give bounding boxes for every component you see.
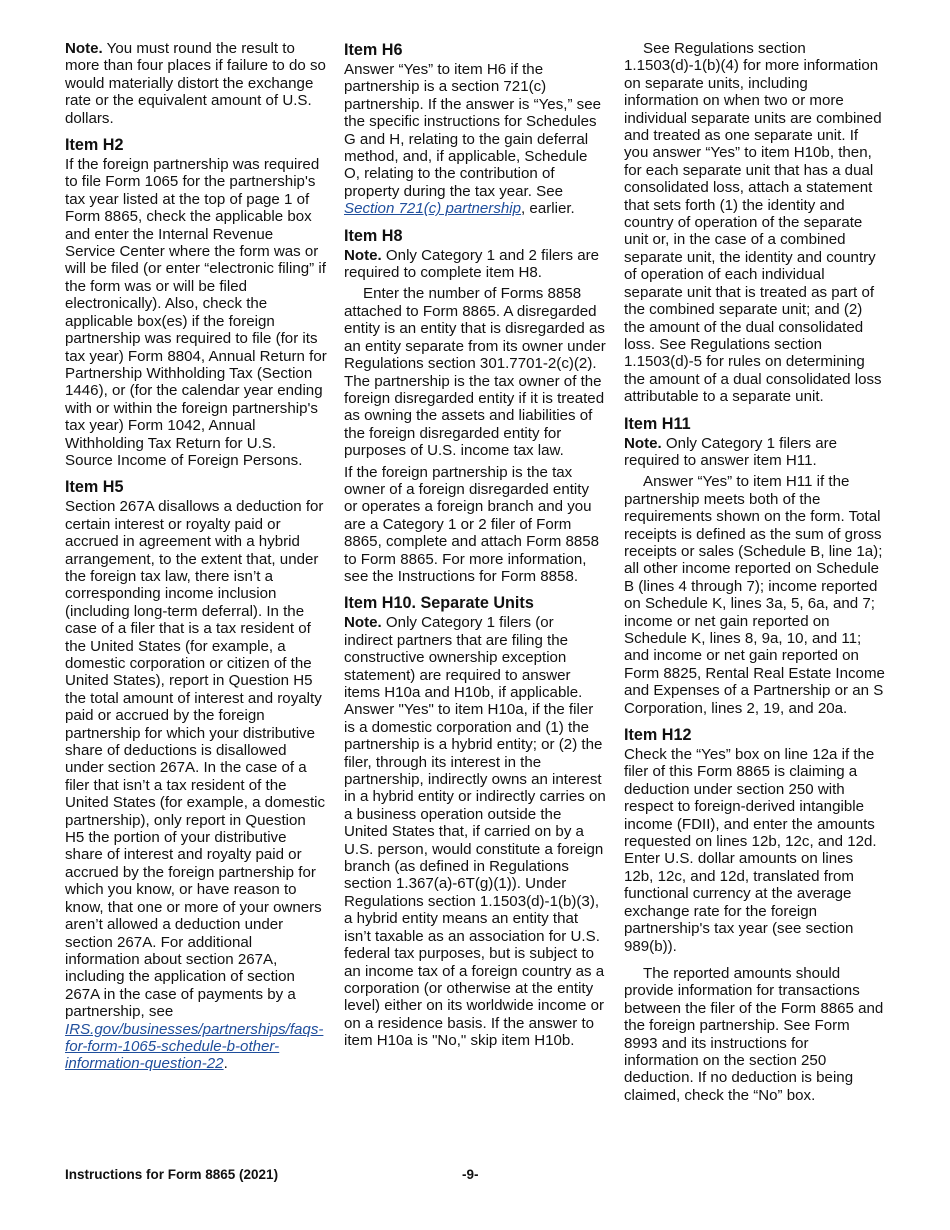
item-h10-heading: Item H10. Separate Units (344, 594, 534, 613)
footer-form-title: Instructions for Form 8865 (2021) (65, 1167, 279, 1182)
item-h12-text: Check the “Yes” box on line 12a if the filer of this Form 8865 is claiming a deduction under section 250 with respect to foreign-derived intangible income (FDII), and enter the amounts requested on lines 12b, 12c, and 12d. Enter U.S. dollar amounts on lines 12b, 12c, and 12d, translated from functional currency at the average exchange rate for the foreign partnership's tax year (see section 989(b)). (624, 746, 877, 955)
item-h6-text: Answer “Yes” to item H6 if the partnership is a section 721(c) partnership. If the answer is “Yes,” see the specific instructions for Schedules G and H, relating to the gain deferral method, and, if applicable, Schedule O, relating to the contribution of property during the tax year. See (344, 61, 601, 200)
item-h5-heading: Item H5 (65, 478, 124, 497)
item-h5-text: Section 267A disallows a deduction for certain interest or royalty paid or accrued in agreement with a hybrid arrangement, to the extent that, under the foreign tax law, there isn’t a corresponding income inclusion (including long-term deferral). In the case of a filer that is a tax resident of the United States (for example, a domestic corporation or citizen of the United States), report in Question H5 the total amount of interest and royalty paid or accrued by the foreign partnership for which your distributive share of deductions is disallowed under section 267A. In the case of a filer that isn’t a tax resident of the United States (for example, a domestic partnership), only report in Question H5 the portion of your distributive share of interest and royalty paid or accrued by the foreign partnership for which you know, or have reason to know, that one or more of your owners aren’t allowed a deduction under section 267A. For additional information about section 267A, including the application of section 267A in the case of payments by a partnership, see (65, 498, 326, 1021)
item-h8-text-2: If the foreign partnership is the tax owner of a foreign disregarded entity or operates a foreign branch and you are a Category 1 or 2 filer of Form 8865, complete and attach Form 8858 to Form 8865. For more information, see the Instructions for Form 8858. (344, 463, 600, 585)
item-h2-heading: Item H2 (65, 136, 124, 155)
separate-units-text: See Regulations section 1.1503(d)-1(b)(4) for more information on separate units, including information on when two or more individual separate units are combined and treated as one separate unit. If you answer “Yes” to item H10b, then, for each separate unit that has a dual consolidated loss, attach a statement that sets forth (1) the identity and country of operation of the separate unit or, in the case of a combined separate unit, the identity and country of operation of each individual separate unit that is treated as part of the combined separate unit; and (2) the amount of the dual consolidated loss. See Regulations section 1.1503(d)-5 for rules on determining the amount of a dual consolidated loss attributable to a separate unit. (624, 40, 882, 406)
item-h6-end: , earlier. (521, 200, 575, 218)
note-label: Note. (624, 434, 662, 452)
item-h8-text: Enter the number of Forms 8858 attached to Form 8865. A disregarded entity is an entity that is disregarded as an entity separate from its owner under Regulations section 301.7701-2(c)(2). The partnership is the tax owner of the foreign disregarded entity if it is treated as owning the assets and liabilities of the foreign disregarded entity for purposes of U.S. income tax law. (344, 285, 606, 460)
item-h11-note (624, 435, 886, 470)
item-h5-end: . (223, 1055, 228, 1073)
column-middle (344, 40, 606, 1054)
item-h11-text: Answer “Yes” to item H11 if the partnership meets both of the requirements shown on the form. Total receipts is defined as the sum of gross receipts or sales (Schedule B, line 1a); all other income reported on Schedule B (lines 4 through 7); income reported on Schedule K, lines 3a, 5, 6a, and 7; income or net gain reported on Schedule K, lines 8, 9a, 10, and 11; and income or net gain reported on Form 8825, Rental Real Estate Income and Expenses of a Partnership or an S Corporation, lines 2, 19, and 20a. (624, 473, 885, 717)
item-h10-paragraph (344, 614, 606, 1049)
item-h5-paragraph (65, 498, 327, 1072)
note-label: Note. (65, 40, 103, 57)
column-left (65, 40, 327, 1077)
note-text: Only Category 1 filers are required to answer item H11. (624, 434, 838, 469)
item-h6-heading: Item H6 (344, 41, 403, 59)
item-h10-text: Only Category 1 filers (or indirect partners that are filing the constructive ownership exception statement) are required to answer items H10a and H10b, if applicable. Answer "Yes" to item H10a, if the filer is a domestic corporation and (1) the partnership is a hybrid entity; or (2) the filer, through its interest in the partnership, indirectly owns an interest in a hybrid entity or indirectly carries on a business operation outside the United States that, if carried on by a U.S. person, would constitute a foreign branch (as defined in Regulations section 1.367(a)-6T(g)(1)). Under Regulations section 1.1503(d)-1(b)(3), a hybrid entity means an entity that isn’t taxable as an association for U.S. federal tax purposes, but is subject to an income tax of a foreign country as a corporation (or otherwise at the entity level) either on its worldwide income or on a residence basis. If the answer to item H10a is "No," skip item H10b. (344, 614, 606, 1050)
note-text: Only Category 1 and 2 filers are required to complete item H8. (344, 246, 600, 282)
page-number: -9- (462, 1167, 479, 1182)
column-right (624, 40, 886, 1108)
irs-faq-link[interactable]: IRS.gov/businesses/partnerships/faqs-for-form-1065-schedule-b-other-information-question-22 (65, 1020, 324, 1073)
section-721c-link[interactable]: Section 721(c) partnership (344, 200, 522, 218)
item-h6-paragraph (344, 61, 606, 218)
item-h12-text-2: The reported amounts should provide information for transactions between the filer of the Form 8865 and the foreign partnership. See Form 8993 and its instructions for information on the section 250 deduction. If no deduction is being claimed, check the “No” box. (624, 964, 884, 1104)
note-label: Note. (344, 614, 382, 632)
note-text: You must round the result to more than four places if failure to do so would materially distort the exchange rate or the equivalent amount of U.S. dollars. (65, 40, 326, 127)
item-h12-heading: Item H12 (624, 726, 692, 745)
note-label: Note. (344, 246, 382, 264)
item-h2-text: If the foreign partnership was required to file Form 1065 for the partnership's tax year listed at the top of page 1 of Form 8865, check the applicable box and enter the Internal Revenue Service Center where the form was or will be filed (or enter “electronic filing” if the form was or will be filed electronically). Also, check the applicable box(es) if the foreign partnership was required to file (for its tax year) Form 8804, Annual Return for Partnership Withholding Tax (Section 1446), or (for the calendar year ending with or within the foreign partnership's tax year) Form 1042, Annual Withholding Tax Return for U.S. Source Income of Foreign Persons. (65, 156, 327, 469)
item-h8-heading: Item H8 (344, 226, 403, 245)
note-paragraph (65, 40, 327, 127)
item-h8-note (344, 247, 606, 282)
item-h11-heading: Item H11 (624, 414, 691, 433)
